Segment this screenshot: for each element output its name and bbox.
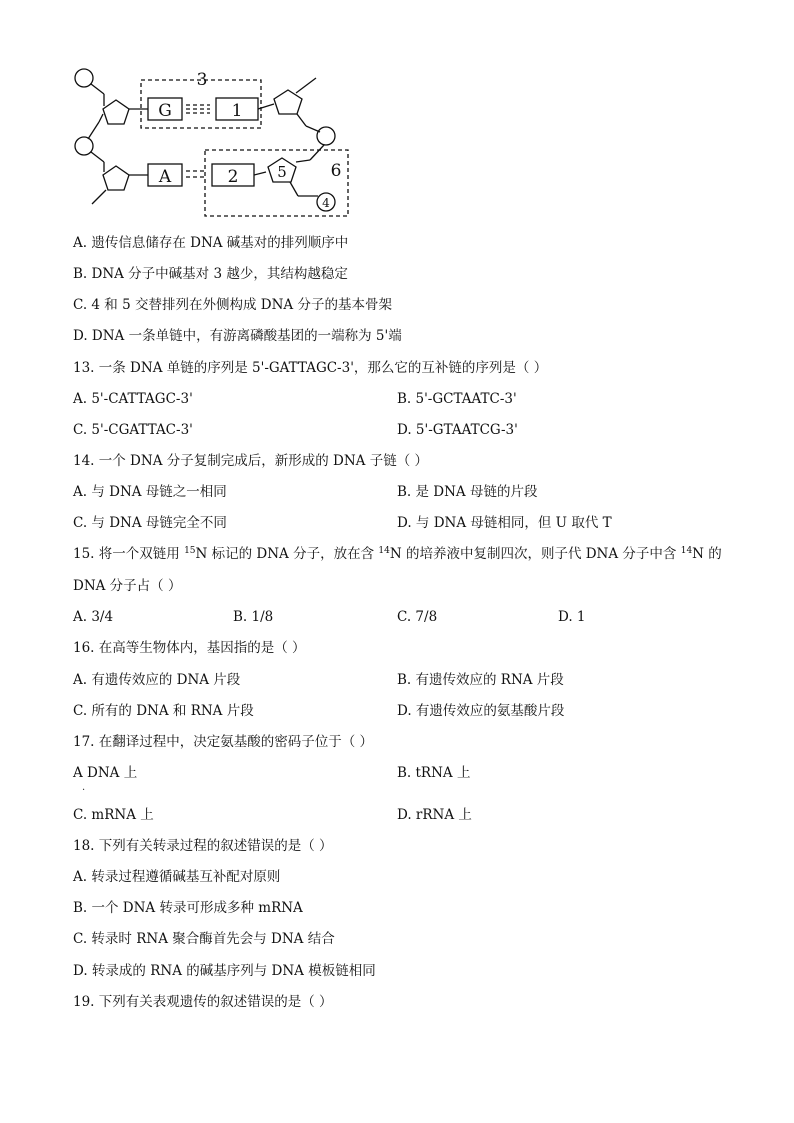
q18-option-b: B. 一个 DNA 转录可形成多种 mRNA (73, 900, 303, 916)
q18-option-a: A. 转录过程遵循碱基互补配对原则 (73, 869, 281, 885)
q17-option-a: A DNA 上 (73, 765, 138, 781)
q13-option-d: D. 5'-GTAATCG-3' (397, 422, 518, 438)
q17-option-b: B. tRNA 上 (397, 765, 471, 781)
q14-option-a: A. 与 DNA 母链之一相同 (73, 484, 227, 500)
q15-option-b: B. 1/8 (233, 609, 274, 625)
q15-stem: 15. 将一个双链用 $^{15}$N 标记的 DNA 分子，放在含 $^{14}$N 的培养液中复制四次，则子代 DNA 分子中含 $^{14}$N 的 (73, 546, 722, 562)
base-G: G (158, 101, 172, 121)
q17-option-d: D. rRNA 上 (397, 807, 472, 823)
q13-stem: 13. 一条 DNA 单链的序列是 5'-GATTAGC-3'，那么它的互补链的序列是（ ） (73, 360, 548, 376)
q12-option-b: B. DNA 分子中碱基对 3 越少，其结构越稳定 (73, 266, 348, 282)
base-A: A (158, 167, 172, 187)
phosphate-circle (317, 127, 335, 145)
dna-structure-diagram (66, 64, 356, 222)
label-6: 6 (330, 161, 342, 181)
phosphate-circle (75, 137, 93, 155)
q12-option-c: C. 4 和 5 交替排列在外侧构成 DNA 分子的基本骨架 (73, 297, 392, 313)
phosphate-circle (75, 69, 93, 87)
q15-option-a: A. 3/4 (73, 609, 114, 625)
q19-stem: 19. 下列有关表观遗传的叙述错误的是（ ） (73, 994, 333, 1010)
deoxyribose-pentagon (103, 100, 129, 124)
q17-stem: 17. 在翻译过程中，决定氨基酸的密码子位于（ ） (73, 734, 374, 750)
q12-option-d: D. DNA 一条单链中，有游离磷酸基团的一端称为 5'端 (73, 328, 402, 344)
q16-option-a: A. 有遗传效应的 DNA 片段 (73, 672, 241, 688)
label-4: 4 (322, 196, 330, 210)
q13-option-b: B. 5'-GCTAATC-3' (397, 391, 517, 407)
base-2: 2 (227, 167, 239, 187)
q18-option-c: C. 转录时 RNA 聚合酶首先会与 DNA 结合 (73, 931, 335, 947)
q17-option-c: C. mRNA 上 (73, 807, 154, 823)
label-3: 3 (196, 70, 208, 90)
label-5: 5 (277, 163, 287, 181)
q12-option-a: A. 遗传信息储存在 DNA 碱基对的排列顺序中 (73, 235, 349, 251)
q18-stem: 18. 下列有关转录过程的叙述错误的是（ ） (73, 838, 333, 854)
q15-option-d: D. 1 (558, 609, 586, 625)
q13-option-a: A. 5'-CATTAGC-3' (73, 391, 193, 407)
q13-option-c: C. 5'-CGATTAC-3' (73, 422, 193, 438)
q16-option-b: B. 有遗传效应的 RNA 片段 (397, 672, 564, 688)
base-1: 1 (231, 101, 243, 121)
q15-option-c: C. 7/8 (397, 609, 438, 625)
q14-option-d: D. 与 DNA 母链相同，但 U 取代 T (397, 515, 612, 531)
q16-stem: 16. 在高等生物体内，基因指的是（ ） (73, 640, 306, 656)
q18-option-d: D. 转录成的 RNA 的碱基序列与 DNA 模板链相同 (73, 963, 376, 979)
q16-option-d: D. 有遗传效应的氨基酸片段 (397, 703, 565, 719)
q14-stem: 14. 一个 DNA 分子复制完成后，新形成的 DNA 子链（ ） (73, 453, 428, 469)
deoxyribose-pentagon (274, 90, 302, 114)
q15-stem-line2: DNA 分子占（ ） (73, 578, 182, 594)
deoxyribose-pentagon (103, 166, 129, 190)
q16-option-c: C. 所有的 DNA 和 RNA 片段 (73, 703, 254, 719)
q14-option-b: B. 是 DNA 母链的片段 (397, 484, 538, 500)
q14-option-c: C. 与 DNA 母链完全不同 (73, 515, 227, 531)
stray-dot: · (82, 785, 86, 796)
